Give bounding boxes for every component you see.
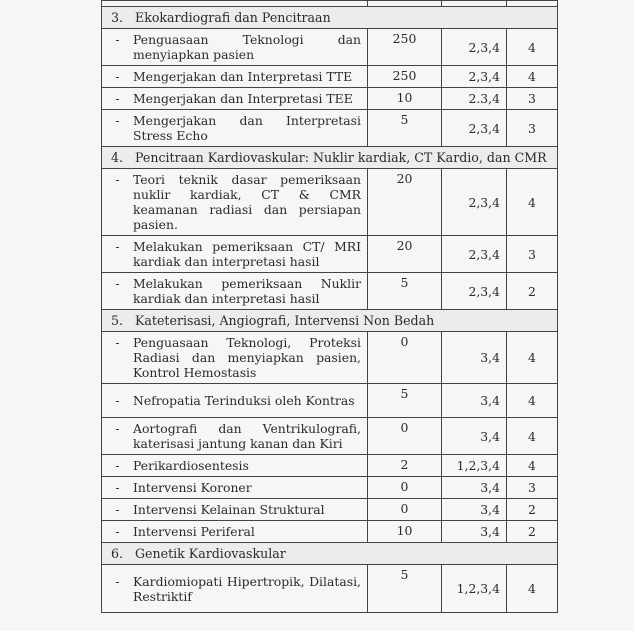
section-number: 6. xyxy=(111,546,124,561)
item-count: 20 xyxy=(368,169,442,236)
item-level: 3,4 xyxy=(442,332,507,384)
list-dash: - xyxy=(115,276,120,291)
item-level: 3,4 xyxy=(442,418,507,455)
item-description xyxy=(102,273,368,310)
table-row xyxy=(102,565,558,613)
item-count: 2 xyxy=(368,455,442,477)
item-level: 1,2,3,4 xyxy=(442,565,507,613)
section-title xyxy=(102,7,558,29)
item-skill: 4 xyxy=(507,66,558,88)
item-count: 10 xyxy=(368,521,442,543)
section-number: 5. xyxy=(111,313,124,328)
item-description xyxy=(102,110,368,147)
list-dash: - xyxy=(115,69,120,84)
item-level: 1,2,3,4 xyxy=(442,455,507,477)
item-skill: 2 xyxy=(507,521,558,543)
table-row xyxy=(102,273,558,310)
item-count: 0 xyxy=(368,332,442,384)
section-header xyxy=(102,543,558,565)
item-description xyxy=(102,565,368,613)
item-skill: 4 xyxy=(507,29,558,66)
item-description xyxy=(102,384,368,418)
table-row xyxy=(102,499,558,521)
item-skill: 4 xyxy=(507,384,558,418)
section-header xyxy=(102,147,558,169)
table-row xyxy=(102,418,558,455)
item-text: Mengerjakan dan Interpretasi TTE xyxy=(133,69,353,84)
item-skill: 2 xyxy=(507,273,558,310)
item-text: Melakukan pemeriksaan Nuklir kardiak dan interpretasi hasil xyxy=(133,276,361,306)
item-skill: 3 xyxy=(507,110,558,147)
section-number: 3. xyxy=(111,10,124,25)
table-row xyxy=(102,384,558,418)
list-dash: - xyxy=(115,421,120,436)
item-text: Nefropatia Terinduksi oleh Kontras xyxy=(133,393,355,408)
item-description xyxy=(102,29,368,66)
list-dash: - xyxy=(115,502,120,517)
item-level: 2,3,4 xyxy=(442,169,507,236)
item-text: Intervensi Kelainan Struktural xyxy=(133,502,325,517)
table-row xyxy=(102,477,558,499)
item-description xyxy=(102,332,368,384)
item-count: 10 xyxy=(368,88,442,110)
item-level: 3,4 xyxy=(442,477,507,499)
list-dash: - xyxy=(115,239,120,254)
item-count: 5 xyxy=(368,384,442,418)
item-skill: 4 xyxy=(507,565,558,613)
item-count: 20 xyxy=(368,236,442,273)
item-description xyxy=(102,418,368,455)
item-description xyxy=(102,477,368,499)
item-count: 0 xyxy=(368,477,442,499)
item-count: 5 xyxy=(368,110,442,147)
item-skill: 4 xyxy=(507,455,558,477)
item-text: Aortografi dan Ventrikulografi, katerisasi jantung kanan dan Kiri xyxy=(133,421,361,451)
item-count: 250 xyxy=(368,66,442,88)
item-level: 2,3,4 xyxy=(442,273,507,310)
item-text: Kardiomiopati Hipertropik, Dilatasi, Restriktif xyxy=(133,573,361,604)
item-level: 2,3,4 xyxy=(442,29,507,66)
list-dash: - xyxy=(115,573,120,589)
item-text: Intervensi Periferal xyxy=(133,524,255,539)
table-row xyxy=(102,66,558,88)
section-number: 4. xyxy=(111,150,124,165)
item-text: Penguasaan Teknologi dan menyiapkan pasien xyxy=(133,32,361,62)
item-skill: 3 xyxy=(507,88,558,110)
item-count: 5 xyxy=(368,565,442,613)
item-description xyxy=(102,521,368,543)
list-dash: - xyxy=(115,458,120,473)
section-title-text: Ekokardiografi dan Pencitraan xyxy=(135,10,331,25)
section-header xyxy=(102,7,558,29)
table-row xyxy=(102,169,558,236)
section-header xyxy=(102,310,558,332)
section-title-text: Pencitraan Kardiovaskular: Nuklir kardiak, CT Kardio, dan CMR xyxy=(135,150,547,165)
section-title xyxy=(102,310,558,332)
item-level: 2.3,4 xyxy=(442,88,507,110)
list-dash: - xyxy=(115,91,120,106)
list-dash: - xyxy=(115,335,120,350)
item-skill: 4 xyxy=(507,418,558,455)
item-count: 0 xyxy=(368,418,442,455)
item-level: 3,4 xyxy=(442,384,507,418)
item-text: Perikardiosentesis xyxy=(133,458,249,473)
item-text: Mengerjakan dan Interpretasi Stress Echo xyxy=(133,113,361,143)
section-title-text: Kateterisasi, Angiografi, Intervensi Non Bedah xyxy=(135,313,435,328)
item-level: 3,4 xyxy=(442,521,507,543)
item-skill: 2 xyxy=(507,499,558,521)
item-skill: 4 xyxy=(507,332,558,384)
section-title xyxy=(102,543,558,565)
item-text: Teori teknik dasar pemeriksaan nuklir kardiak, CT & CMR keamanan radiasi dan persiapan pasien. xyxy=(133,172,361,232)
list-dash: - xyxy=(115,393,120,408)
item-skill: 3 xyxy=(507,236,558,273)
item-skill: 3 xyxy=(507,477,558,499)
item-text: Intervensi Koroner xyxy=(133,480,252,495)
list-dash: - xyxy=(115,524,120,539)
item-description xyxy=(102,236,368,273)
item-description xyxy=(102,169,368,236)
item-text: Penguasaan Teknologi, Proteksi Radiasi dan menyiapkan pasien, Kontrol Hemostasis xyxy=(133,335,361,380)
table-row xyxy=(102,110,558,147)
item-level: 2,3,4 xyxy=(442,66,507,88)
item-level: 3,4 xyxy=(442,499,507,521)
list-dash: - xyxy=(115,113,120,128)
item-count: 0 xyxy=(368,499,442,521)
table-row xyxy=(102,236,558,273)
table-row xyxy=(102,88,558,110)
item-text: Melakukan pemeriksaan CT/ MRI kardiak dan interpretasi hasil xyxy=(133,239,361,269)
section-title-text: Genetik Kardiovaskular xyxy=(135,546,286,561)
list-dash: - xyxy=(115,172,120,187)
table-row xyxy=(102,455,558,477)
item-description xyxy=(102,455,368,477)
item-count: 250 xyxy=(368,29,442,66)
item-count: 5 xyxy=(368,273,442,310)
table-row xyxy=(102,332,558,384)
table-row xyxy=(102,29,558,66)
competency-table xyxy=(101,0,558,613)
item-level: 2,3,4 xyxy=(442,110,507,147)
item-level: 2,3,4 xyxy=(442,236,507,273)
item-description xyxy=(102,499,368,521)
item-description xyxy=(102,66,368,88)
list-dash: - xyxy=(115,32,120,47)
section-title xyxy=(102,147,558,169)
table-row xyxy=(102,521,558,543)
list-dash: - xyxy=(115,480,120,495)
item-text: Mengerjakan dan Interpretasi TEE xyxy=(133,91,353,106)
item-description xyxy=(102,88,368,110)
item-skill: 4 xyxy=(507,169,558,236)
